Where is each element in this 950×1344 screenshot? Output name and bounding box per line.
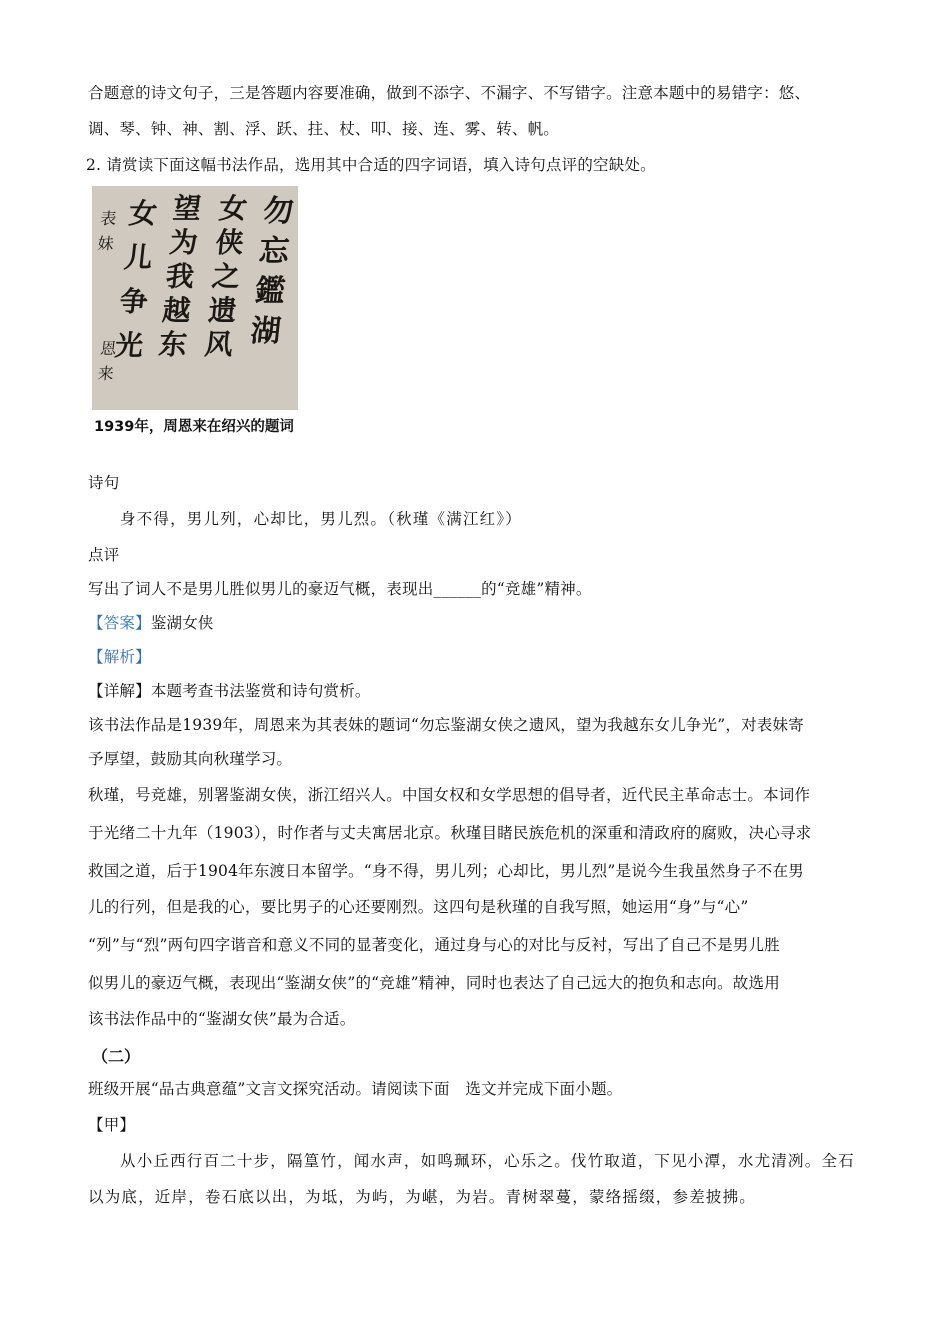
calligraphy-column: 望为我越东	[157, 192, 203, 361]
jia-tag: 【甲】	[88, 1116, 136, 1134]
detail-line: 秋瑾，号竞雄，别署鉴湖女侠，浙江绍兴人。中国女权和女学思想的倡导者，近代民主革命志士。本词作	[88, 786, 811, 804]
text-line: 调、琴、钟、神、割、浮、跃、拄、杖、叩、接、连、雾、转、帆。	[88, 120, 560, 138]
detail-text: 本题考查书法鉴赏和诗句赏析。	[150, 682, 371, 700]
detail-line	[88, 680, 371, 702]
classical-text-line: 以为底，近岸，卷石底以出，为坻，为屿，为嵁，为岩。青树翠蔓，蒙络摇缀，参差披拂。	[88, 1188, 757, 1206]
text-line: 合题意的诗文句子，三是答题内容要准确，做到不添字、不漏字、不写错字。注意本题中的易错字：悠、	[88, 84, 811, 102]
detail-line: 于光绪二十九年（1903），时作者与丈夫寓居北京。秋瑾目睹民族危机的深重和清政府的腐败，决心寻求	[88, 824, 812, 842]
detail-line: “列”与“烈”两句四字谐音和意义不同的显著变化，通过身与心的对比与反衬，写出了自己不是男儿胜	[88, 936, 780, 954]
comment-text: 写出了词人不是男儿胜似男儿的豪迈气概，表现出______的“竞雄”精神。	[88, 580, 592, 598]
detail-line: 似男儿的豪迈气概，表现出“鉴湖女侠”的“竞雄”精神，同时也表达了自己远大的抱负和志向。故选用	[88, 974, 780, 992]
question-text: 2. 请赏读下面这幅书法作品，选用其中合适的四字词语，填入诗句点评的空缺处。	[86, 156, 656, 174]
calligraphy-column: 女侠之遗风	[203, 192, 249, 361]
poem-text: 身不得，男儿列，心却比，男儿烈。（秋瑾《满江红》）	[120, 510, 523, 528]
answer-line	[88, 612, 214, 634]
activity-text: 班级开展“品古典意蕴”文言文探究活动。请阅读下面 选文并完成下面小题。	[88, 1080, 623, 1098]
detail-tag: 【详解】	[88, 682, 151, 700]
detail-line: 儿的行列，但是我的心，要比男子的心还要刚烈。这四句是秋瑾的自我写照，她运用“身”与“心”	[88, 898, 749, 916]
calligraphy-column: 表妹	[96, 209, 118, 253]
image-caption: 1939年，周恩来在绍兴的题词	[94, 419, 294, 435]
detail-line: 救国之道，后于1904年东渡日本留学。“身不得，男儿列；心却比，男儿烈”是说今生我虽然身子不在男	[88, 862, 804, 880]
detail-line: 予厚望，鼓励其向秋瑾学习。	[88, 750, 293, 768]
classical-text-line: 从小丘西行百二十步，隔篁竹，闻水声，如鸣珮环，心乐之。伐竹取道，下见小潭，水尤清冽。全石	[120, 1152, 855, 1170]
calligraphy-column: 勿忘鑑湖	[248, 194, 296, 349]
poem-label: 诗句	[88, 474, 120, 492]
calligraphy-column: 恩来	[96, 339, 118, 383]
section-title: （二）	[92, 1047, 141, 1066]
answer-tag: 【答案】	[88, 614, 151, 632]
detail-line: 该书法作品中的“鉴湖女侠”最为合适。	[88, 1010, 356, 1028]
answer-text: 鉴湖女侠	[150, 614, 214, 632]
analysis-tag: 【解析】	[88, 648, 151, 666]
comment-label: 点评	[88, 546, 120, 564]
calligraphy-image	[92, 186, 298, 410]
calligraphy-column: 女儿争光	[113, 197, 159, 362]
detail-line: 该书法作品是1939年，周恩来为其表妹的题词“勿忘鉴湖女侠之遗风，望为我越东女儿争光”，对表妹寄	[88, 716, 804, 734]
